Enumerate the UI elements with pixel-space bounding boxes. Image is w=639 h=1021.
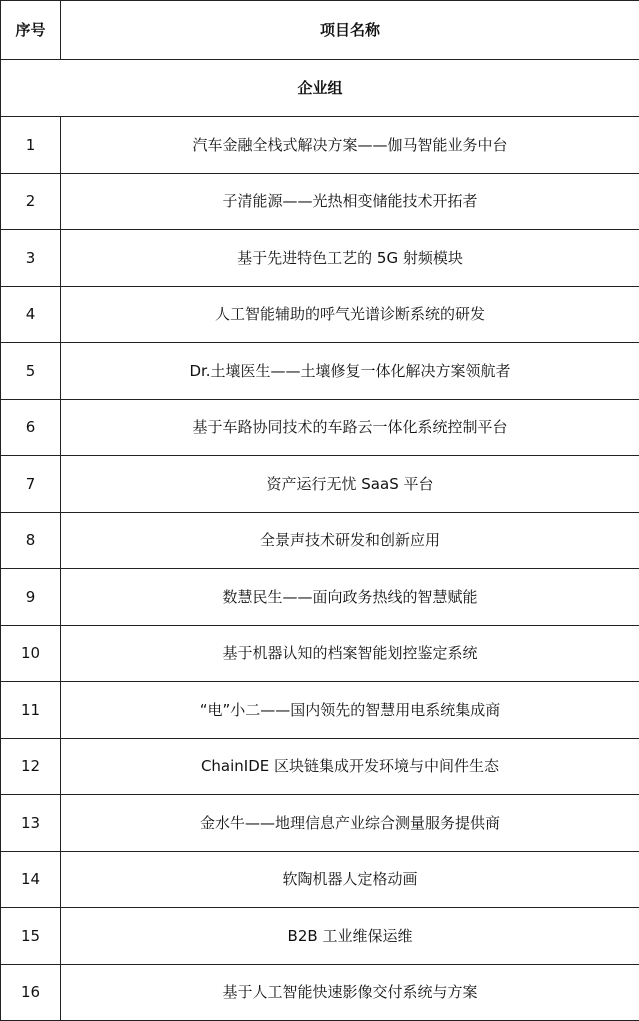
row-index: 14 [1, 851, 61, 908]
row-project-name: 子清能源——光热相变储能技术开拓者 [61, 173, 639, 230]
row-project-name: 基于先进特色工艺的 5G 射频模块 [61, 230, 639, 287]
group-label: 企业组 [1, 60, 639, 117]
table-row [1, 569, 639, 626]
header-project-name: 项目名称 [61, 1, 639, 60]
row-index: 9 [1, 569, 61, 626]
row-project-name: 基于车路协同技术的车路云一体化系统控制平台 [61, 399, 639, 456]
row-index: 1 [1, 117, 61, 174]
table-row [1, 738, 639, 795]
table-row [1, 286, 639, 343]
row-index: 16 [1, 964, 61, 1021]
row-index: 6 [1, 399, 61, 456]
row-project-name: 资产运行无忧 SaaS 平台 [61, 456, 639, 513]
row-project-name: 金水牛——地理信息产业综合测量服务提供商 [61, 795, 639, 852]
row-project-name: 软陶机器人定格动画 [61, 851, 639, 908]
table-row [1, 964, 639, 1021]
row-project-name: ChainIDE 区块链集成开发环境与中间件生态 [61, 738, 639, 795]
row-project-name: 汽车金融全栈式解决方案——伽马智能业务中台 [61, 117, 639, 174]
row-index: 12 [1, 738, 61, 795]
row-index: 7 [1, 456, 61, 513]
row-index: 8 [1, 512, 61, 569]
table-row [1, 512, 639, 569]
table-row [1, 399, 639, 456]
row-index: 2 [1, 173, 61, 230]
table-row [1, 682, 639, 739]
table-row [1, 908, 639, 965]
header-index: 序号 [1, 1, 61, 60]
table-row [1, 456, 639, 513]
row-project-name: 基于人工智能快速影像交付系统与方案 [61, 964, 639, 1021]
row-index: 4 [1, 286, 61, 343]
row-index: 10 [1, 625, 61, 682]
row-project-name: 基于机器认知的档案智能划控鉴定系统 [61, 625, 639, 682]
row-project-name: 数慧民生——面向政务热线的智慧赋能 [61, 569, 639, 626]
row-project-name: “电”小二——国内领先的智慧用电系统集成商 [61, 682, 639, 739]
row-project-name: B2B 工业维保运维 [61, 908, 639, 965]
group-row [1, 60, 639, 117]
row-index: 13 [1, 795, 61, 852]
row-index: 3 [1, 230, 61, 287]
table-row [1, 625, 639, 682]
row-index: 15 [1, 908, 61, 965]
table-row [1, 230, 639, 287]
row-project-name: 全景声技术研发和创新应用 [61, 512, 639, 569]
table-row [1, 851, 639, 908]
table-header-row [1, 1, 639, 60]
row-project-name: 人工智能辅助的呼气光谱诊断系统的研发 [61, 286, 639, 343]
row-index: 11 [1, 682, 61, 739]
table-row [1, 173, 639, 230]
row-index: 5 [1, 343, 61, 400]
table-row [1, 117, 639, 174]
row-project-name: Dr.土壤医生——土壤修复一体化解决方案领航者 [61, 343, 639, 400]
table-row [1, 795, 639, 852]
table-row [1, 343, 639, 400]
